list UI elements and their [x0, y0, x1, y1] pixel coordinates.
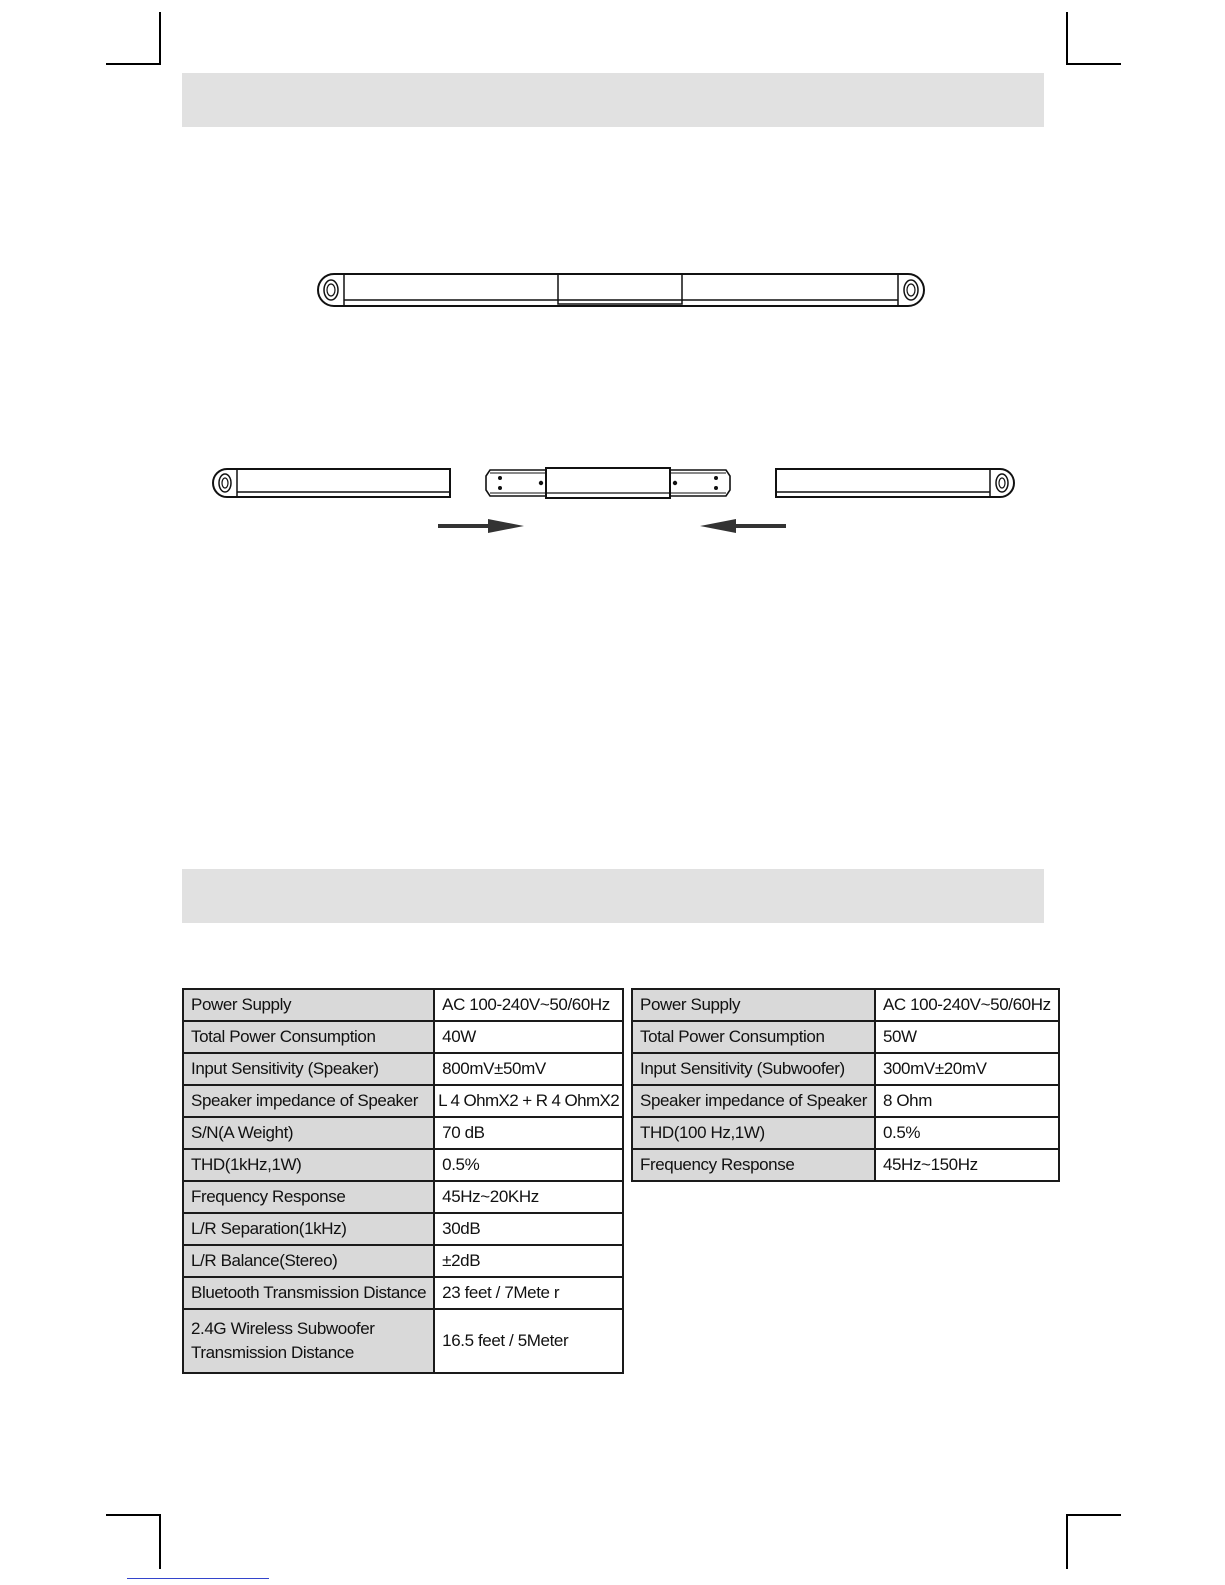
table-row	[183, 1277, 623, 1309]
table-row	[183, 1085, 623, 1117]
arrow-right-icon	[438, 519, 524, 533]
spec-value: 45Hz~150Hz	[875, 1149, 1059, 1181]
spec-label: L/R Balance(Stereo)	[183, 1245, 434, 1277]
soundbar-center-section-illustration	[484, 467, 732, 499]
spec-value: 16.5 feet / 5Meter	[434, 1309, 623, 1373]
spec-label: Bluetooth Transmission Distance	[183, 1277, 434, 1309]
spec-value: AC 100-240V~50/60Hz	[875, 989, 1059, 1021]
spec-value: 50W	[875, 1021, 1059, 1053]
spec-label: THD(1kHz,1W)	[183, 1149, 434, 1181]
spec-value: 40W	[434, 1021, 623, 1053]
table-row	[183, 1213, 623, 1245]
table-row	[632, 989, 1059, 1021]
table-row	[183, 1021, 623, 1053]
spec-value: 0.5%	[434, 1149, 623, 1181]
table-row	[183, 1181, 623, 1213]
section-header-band-top	[182, 73, 1044, 127]
spec-label: L/R Separation(1kHz)	[183, 1213, 434, 1245]
spec-value: 800mV±50mV	[434, 1053, 623, 1085]
spec-value: 0.5%	[875, 1117, 1059, 1149]
crop-mark-bottom-right-h	[1066, 1514, 1121, 1516]
table-row	[183, 1149, 623, 1181]
table-row	[183, 989, 623, 1021]
spec-value: 70 dB	[434, 1117, 623, 1149]
spec-label: S/N(A Weight)	[183, 1117, 434, 1149]
spec-label: 2.4G Wireless Subwoofer Transmission Distance	[183, 1309, 434, 1373]
soundbar-right-section-illustration	[774, 467, 1014, 499]
page-link-underline	[127, 1578, 269, 1579]
crop-mark-bottom-left-v	[159, 1514, 161, 1569]
spec-label: Input Sensitivity (Subwoofer)	[632, 1053, 875, 1085]
spec-value: AC 100-240V~50/60Hz	[434, 989, 623, 1021]
section-header-band-specs	[182, 869, 1044, 923]
spec-value: 23 feet / 7Mete r	[434, 1277, 623, 1309]
spec-label: Power Supply	[183, 989, 434, 1021]
arrow-left-icon	[700, 519, 786, 533]
spec-value: 8 Ohm	[875, 1085, 1059, 1117]
spec-label: Frequency Response	[632, 1149, 875, 1181]
spec-label: Total Power Consumption	[183, 1021, 434, 1053]
spec-label: Power Supply	[632, 989, 875, 1021]
crop-mark-top-right-v	[1066, 12, 1068, 64]
subwoofer-spec-table	[631, 988, 1060, 1182]
crop-mark-top-right-h	[1066, 63, 1121, 65]
crop-mark-bottom-right-v	[1066, 1514, 1068, 1569]
table-row	[183, 1117, 623, 1149]
spec-label: THD(100 Hz,1W)	[632, 1117, 875, 1149]
table-row	[632, 1117, 1059, 1149]
spec-value: 30dB	[434, 1213, 623, 1245]
spec-label: Speaker impedance of Speaker	[632, 1085, 875, 1117]
spec-value: 300mV±20mV	[875, 1053, 1059, 1085]
crop-mark-bottom-left-h	[106, 1514, 161, 1516]
soundbar-spec-table	[182, 988, 624, 1374]
crop-mark-top-left-v	[159, 12, 161, 64]
spec-value: ±2dB	[434, 1245, 623, 1277]
table-row	[183, 1053, 623, 1085]
table-row	[632, 1149, 1059, 1181]
spec-label: Total Power Consumption	[632, 1021, 875, 1053]
soundbar-left-section-illustration	[213, 467, 452, 499]
soundbar-assembled-illustration	[318, 272, 924, 308]
spec-value: 45Hz~20KHz	[434, 1181, 623, 1213]
table-row	[183, 1309, 623, 1373]
table-row	[632, 1085, 1059, 1117]
crop-mark-top-left-h	[106, 63, 161, 65]
table-row	[632, 1021, 1059, 1053]
spec-value: L 4 OhmX2 + R 4 OhmX2	[434, 1085, 623, 1117]
table-row	[183, 1245, 623, 1277]
spec-label: Input Sensitivity (Speaker)	[183, 1053, 434, 1085]
spec-label: Frequency Response	[183, 1181, 434, 1213]
table-row	[632, 1053, 1059, 1085]
spec-label: Speaker impedance of Speaker	[183, 1085, 434, 1117]
